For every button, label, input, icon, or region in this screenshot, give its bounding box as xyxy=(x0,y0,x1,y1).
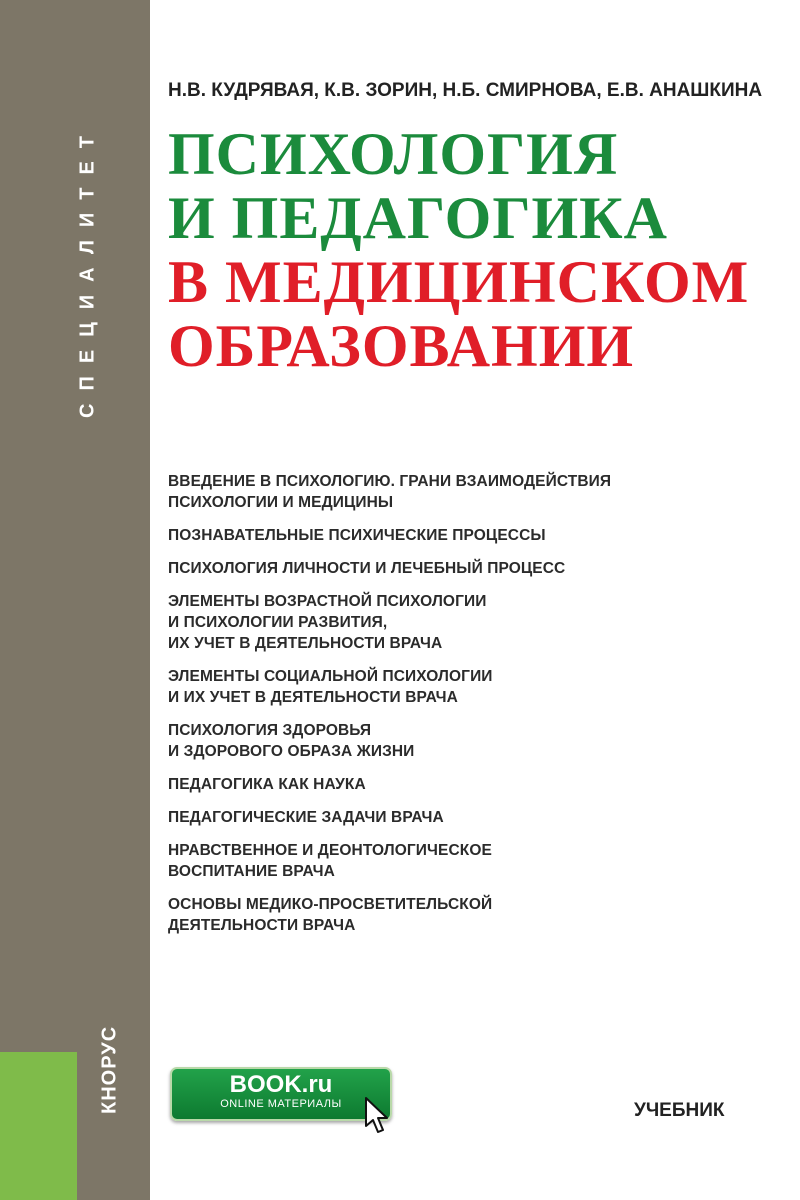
contents-item: НРАВСТВЕННОЕ И ДЕОНТОЛОГИЧЕСКОЕ ВОСПИТАНИЕ ВРАЧА xyxy=(168,842,492,880)
spine-accent xyxy=(0,1052,77,1200)
contents-item: ПЕДАГОГИЧЕСКИЕ ЗАДАЧИ ВРАЧА xyxy=(168,809,444,826)
title-line-1: ПСИХОЛОГИЯ xyxy=(168,121,619,187)
authors: Н.В. КУДРЯВАЯ, К.В. ЗОРИН, Н.Б. СМИРНОВА, Е.В. АНАШКИНА xyxy=(168,80,763,101)
contents-item: ПЕДАГОГИКА КАК НАУКА xyxy=(168,776,366,793)
contents-item: ВВЕДЕНИЕ В ПСИХОЛОГИЮ. ГРАНИ ВЗАИМОДЕЙСТВИЯ ПСИХОЛОГИИ И МЕДИЦИНЫ xyxy=(168,473,612,511)
title-line-3: В МЕДИЦИНСКОМ xyxy=(168,249,750,315)
title-line-2: И ПЕДАГОГИКА xyxy=(168,185,668,251)
contents-item: ЭЛЕМЕНТЫ ВОЗРАСТНОЙ ПСИХОЛОГИИ И ПСИХОЛОГИИ РАЗВИТИЯ, ИХ УЧЕТ В ДЕЯТЕЛЬНОСТИ ВРАЧА xyxy=(168,593,487,652)
contents-item: ОСНОВЫ МЕДИКО-ПРОСВЕТИТЕЛЬСКОЙ ДЕЯТЕЛЬНОСТИ ВРАЧА xyxy=(168,896,493,934)
book-title xyxy=(168,122,788,378)
book-ru-button[interactable] xyxy=(170,1067,392,1121)
mouse-pointer-icon xyxy=(364,1096,390,1136)
document-type: УЧЕБНИК xyxy=(634,1100,725,1121)
publisher-label: КНОРУС xyxy=(98,1025,121,1115)
series-label: СПЕЦИАЛИТЕТ xyxy=(76,122,99,418)
book-ru-sublabel: ONLINE МАТЕРИАЛЫ xyxy=(220,1098,342,1110)
book-ru-label: BOOK.ru xyxy=(229,1071,333,1098)
contents-list xyxy=(168,471,768,948)
contents-item: ЭЛЕМЕНТЫ СОЦИАЛЬНОЙ ПСИХОЛОГИИ И ИХ УЧЕТ В ДЕЯТЕЛЬНОСТИ ВРАЧА xyxy=(168,668,493,706)
title-line-4: ОБРАЗОВАНИИ xyxy=(168,313,635,379)
contents-item: ПСИХОЛОГИЯ ЛИЧНОСТИ И ЛЕЧЕБНЫЙ ПРОЦЕСС xyxy=(168,560,566,577)
contents-item: ПОЗНАВАТЕЛЬНЫЕ ПСИХИЧЕСКИЕ ПРОЦЕССЫ xyxy=(168,527,546,544)
contents-item: ПСИХОЛОГИЯ ЗДОРОВЬЯ И ЗДОРОВОГО ОБРАЗА ЖИЗНИ xyxy=(168,722,415,760)
